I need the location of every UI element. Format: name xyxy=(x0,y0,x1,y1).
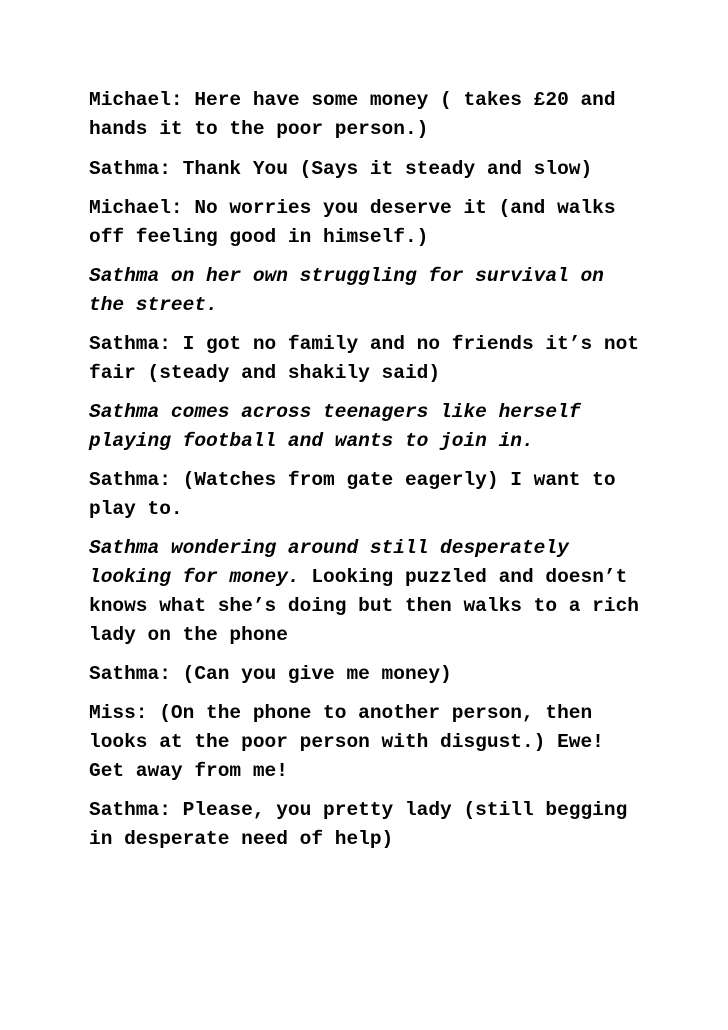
stage-direction-wondering-regular: Looking puzzled and doesn’t knows what she’s doing but then walks to a rich lady on the phone xyxy=(89,566,651,646)
stage-direction-football: Sathma comes across teenagers like herself playing football and wants to join in. xyxy=(89,401,593,452)
script-body xyxy=(89,86,649,865)
stage-direction-wondering xyxy=(89,534,649,650)
stage-direction-wondering-italic: Sathma wondering around still desperately looking for money. xyxy=(89,537,581,588)
dialogue-line-miss-disgust: Miss: (On the phone to another person, then looks at the poor person with disgust.) Ewe! Get away from me! xyxy=(89,702,616,782)
stage-direction-struggling: Sathma on her own struggling for survival on the street. xyxy=(89,265,616,316)
dialogue-line-sathma-no-family: Sathma: I got no family and no friends it’s not fair (steady and shakily said) xyxy=(89,333,651,384)
dialogue-line-michael-no-worries: Michael: No worries you deserve it (and walks off feeling good in himself.) xyxy=(89,197,628,248)
dialogue-line-michael-money: Michael: Here have some money ( takes £20 and hands it to the poor person.) xyxy=(89,89,628,140)
dialogue-line-sathma-thanks: Sathma: Thank You (Says it steady and slow) xyxy=(89,158,593,180)
dialogue-line-sathma-ask-money: Sathma: (Can you give me money) xyxy=(89,663,452,685)
dialogue-line-sathma-please: Sathma: Please, you pretty lady (still begging in desperate need of help) xyxy=(89,799,639,850)
dialogue-line-sathma-play: Sathma: (Watches from gate eagerly) I want to play to. xyxy=(89,469,628,520)
